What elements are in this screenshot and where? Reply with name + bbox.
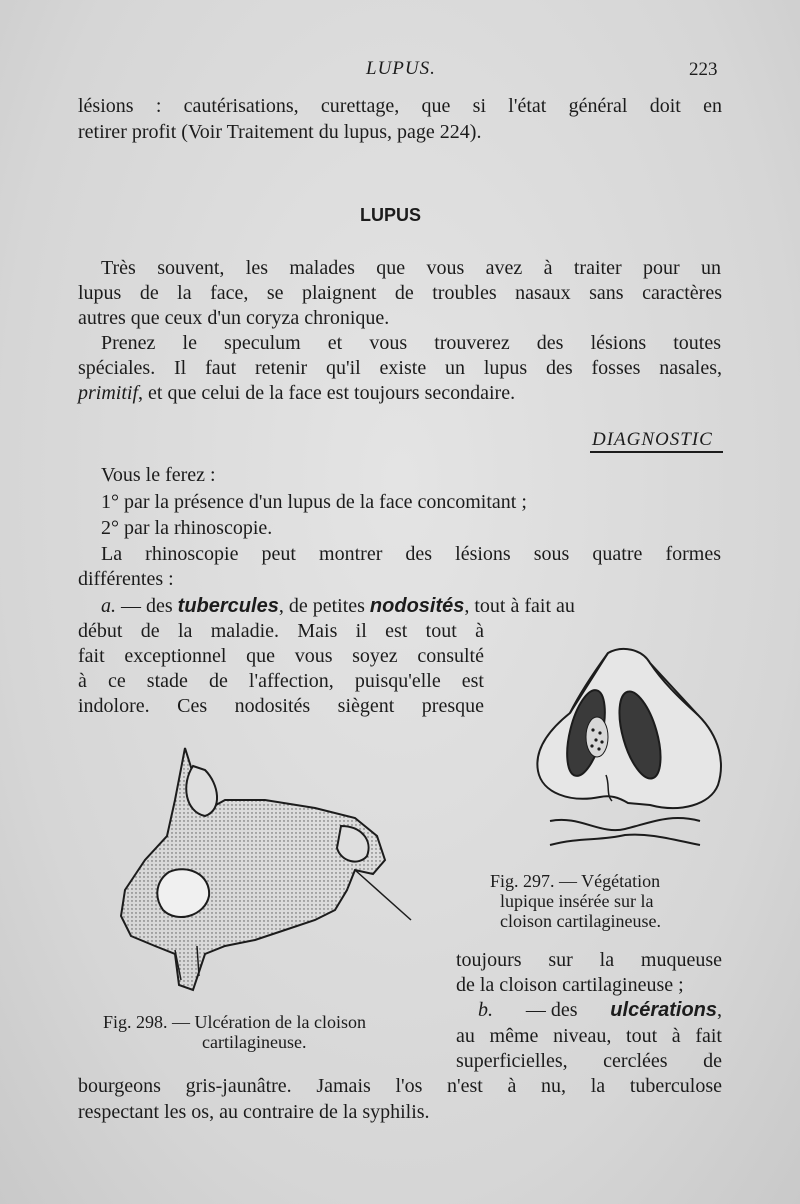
paragraph-line: La rhinoscopie peut montrer des lésions sous quatre formes xyxy=(101,543,721,565)
figure-298-illustration xyxy=(115,740,415,1000)
column-line: au même niveau, tout à fait xyxy=(456,1025,722,1047)
figure-297-illustration xyxy=(530,645,730,860)
term-nodosites: nodosités xyxy=(369,595,465,617)
column-line: fait exceptionnel que vous soyez consulté xyxy=(78,645,484,667)
paragraph-text: , et que celui de la face est toujours secondaire. xyxy=(138,382,516,404)
item-b-line xyxy=(478,998,722,1022)
item-a-text xyxy=(101,594,575,618)
figure-298-caption-line: Fig. 298. — Ulcération de la cloison xyxy=(103,1012,366,1032)
column-line: à ce stade de l'affection, puisqu'elle est xyxy=(78,670,484,692)
item-dash: — des xyxy=(525,999,578,1021)
intro-line: retirer profit (Voir Traitement du lupus, page 224). xyxy=(78,121,482,143)
figure-298-caption-line: cartilagineuse. xyxy=(202,1032,307,1052)
paragraph-line: Très souvent, les malades que vous avez à traiter pour un xyxy=(101,257,721,279)
closing-line: respectant les os, au contraire de la syphilis. xyxy=(78,1101,430,1123)
item-a-line xyxy=(101,594,721,618)
figure-297-caption-line: cloison cartilagineuse. xyxy=(500,911,661,931)
subheading-underline xyxy=(590,451,723,453)
section-title: LUPUS xyxy=(360,205,422,225)
paragraph-line: Vous le ferez : xyxy=(101,464,216,486)
term-ulcerations: ulcérations xyxy=(610,999,717,1021)
intro-line: lésions : cautérisations, curettage, que si l'état général doit en xyxy=(78,95,722,117)
paragraph-line: différentes : xyxy=(78,568,174,590)
column-line: toujours sur la muqueuse xyxy=(456,949,722,971)
item-end: , xyxy=(717,999,722,1021)
list-item: 2° par la rhinoscopie. xyxy=(101,517,273,539)
column-line: superficielles, cerclées de xyxy=(456,1050,722,1072)
paragraph-line: lupus de la face, se plaignent de troubles nasaux sans caractères xyxy=(78,282,722,304)
emphasis: primitif xyxy=(78,382,139,404)
term-tubercules: tubercules xyxy=(177,595,279,617)
subheading-diagnostic: DIAGNOSTIC xyxy=(592,429,713,450)
page-number: 223 xyxy=(689,59,718,80)
item-mid: , de petites xyxy=(278,595,370,617)
closing-line: bourgeons gris-jaunâtre. Jamais l'os n'est à nu, la tuberculose xyxy=(78,1075,722,1097)
paragraph-line: Prenez le speculum et vous trouverez des lésions toutes xyxy=(101,332,721,354)
item-marker: a. xyxy=(101,595,116,617)
paragraph-line: spéciales. Il faut retenir qu'il existe un lupus des fosses nasales, xyxy=(78,357,722,379)
item-b-term-wrap xyxy=(610,998,722,1022)
item-marker: b. xyxy=(478,999,493,1021)
paragraph-line: autres que ceux d'un coryza chronique. xyxy=(78,307,390,329)
item-dash: — des xyxy=(116,595,178,617)
column-line: de la cloison cartilagineuse ; xyxy=(456,974,684,996)
running-header-title: LUPUS. xyxy=(366,58,436,79)
column-line: indolore. Ces nodosités siègent presque xyxy=(78,695,484,717)
item-end: , tout à fait au xyxy=(464,595,575,617)
list-item: 1° par la présence d'un lupus de la face concomitant ; xyxy=(101,491,527,513)
figure-297-caption-line: Fig. 297. — Végétation xyxy=(490,871,661,891)
figure-297-caption-line: lupique insérée sur la xyxy=(500,891,654,911)
column-line: début de la maladie. Mais il est tout à xyxy=(78,620,484,642)
paragraph-line xyxy=(78,381,515,405)
